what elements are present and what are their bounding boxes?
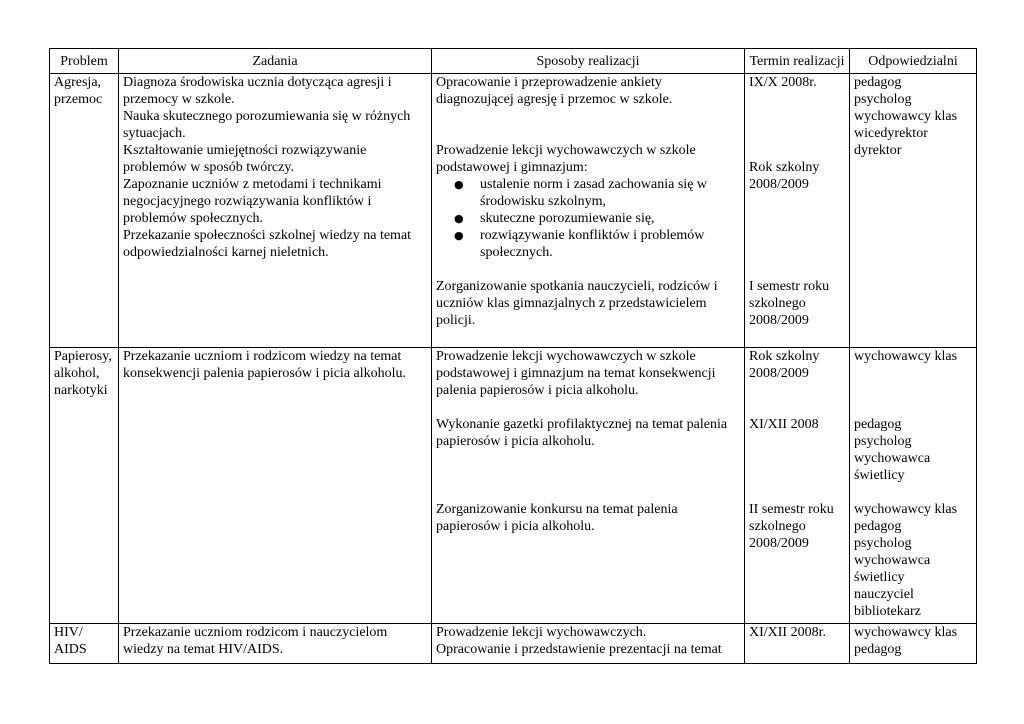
cell-odpowiedzialni: [850, 624, 977, 664]
cell-termin: [745, 74, 850, 348]
plan-table: [49, 48, 977, 664]
cell-problem: [50, 74, 119, 348]
cell-zadania: [119, 74, 432, 348]
zadania-text: Przekazanie uczniom i rodzicom wiedzy na temat konsekwencji palenia papierosów i picia alkoholu.: [123, 349, 407, 381]
list-item: ● rozwiązywanie konfliktów i problemów społecznych.: [480, 227, 740, 261]
cell-problem: [50, 348, 119, 624]
termin-text: II semestr roku szkolnego 2008/2009: [749, 502, 834, 551]
header-odpowiedzialni: Odpowiedzialni: [850, 49, 977, 74]
odpowiedzialni-text: pedagog psycholog wychowawca świetlicy: [854, 417, 931, 483]
cell-sposoby: [432, 348, 745, 624]
cell-termin: [745, 348, 850, 624]
header-problem: Problem: [50, 49, 119, 74]
termin-text: XI/XII 2008: [749, 417, 819, 432]
odpowiedzialni-text: pedagog psycholog wychowawcy klas wicedyrektor dyrektor: [854, 75, 958, 158]
sposoby-paragraph: Zorganizowanie spotkania nauczycieli, rodziców i uczniów klas gimnazjalnych z przedstawicielem policji.: [436, 279, 718, 328]
table-row: [50, 74, 977, 348]
termin-text: Rok szkolny 2008/2009: [749, 349, 820, 381]
cell-odpowiedzialni: [850, 348, 977, 624]
bullet-list: [436, 176, 740, 261]
sposoby-paragraph: Prowadzenie lekcji wychowawczych w szkole podstawowej i gimnazjum:: [436, 143, 696, 175]
sposoby-paragraph: Zorganizowanie konkursu na temat palenia papierosów i picia alkoholu.: [436, 502, 678, 534]
termin-text: Rok szkolny 2008/2009: [749, 160, 820, 192]
cell-odpowiedzialni: [850, 74, 977, 348]
cell-sposoby: [432, 74, 745, 348]
problem-text: Papierosy, alkohol, narkotyki: [54, 349, 112, 398]
odpowiedzialni-text: wychowawcy klas pedagog psycholog wychowawca świetlicy nauczyciel bibliotekarz: [854, 502, 958, 619]
cell-zadania: [119, 348, 432, 624]
problem-text: Agresja, przemoc: [54, 75, 103, 107]
header-sposoby: Sposoby realizacji: [432, 49, 745, 74]
sposoby-paragraph: Wykonanie gazetki profilaktycznej na temat palenia papierosów i picia alkoholu.: [436, 417, 728, 449]
odpowiedzialni-text: wychowawcy klas pedagog: [854, 625, 958, 657]
list-item: ● skuteczne porozumiewanie się,: [480, 210, 740, 227]
sposoby-paragraph: Prowadzenie lekcji wychowawczych. Opracowanie i przedstawienie prezentacji na temat: [436, 625, 722, 657]
cell-problem: [50, 624, 119, 664]
cell-termin: [745, 624, 850, 664]
list-item: ● ustalenie norm i zasad zachowania się w środowisku szkolnym,: [480, 176, 740, 210]
odpowiedzialni-text: wychowawcy klas: [854, 349, 958, 364]
cell-sposoby: [432, 624, 745, 664]
header-row: [50, 49, 977, 74]
sposoby-paragraph: Prowadzenie lekcji wychowawczych w szkole podstawowej i gimnazjum na temat konsekwencji palenia papierosów i picia alkoholu.: [436, 349, 716, 398]
cell-zadania: [119, 624, 432, 664]
termin-text: XI/XII 2008r.: [749, 625, 826, 640]
table-row: [50, 348, 977, 624]
zadania-text: Przekazanie uczniom rodzicom i nauczycielom wiedzy na temat HIV/AIDS.: [123, 625, 388, 657]
header-zadania: Zadania: [119, 49, 432, 74]
header-termin: Termin realizacji: [745, 49, 850, 74]
termin-text: I semestr roku szkolnego 2008/2009: [749, 279, 830, 328]
termin-text: IX/X 2008r.: [749, 75, 817, 90]
table-row: [50, 624, 977, 664]
zadania-text: Diagnoza środowiska ucznia dotycząca agresji i przemocy w szkole. Nauka skutecznego porozumiewania się w różnych sytuacjach. Kształtowanie umiejętności rozwiązywanie problemów w sposób twórczy. Zapoznanie uczniów z metodami i technikami negocjacyjnego rozwiązywania konfliktów i problemów społecznych. Przekazanie społeczności szkolnej wiedzy na temat odpowiedzialności karnej nieletnich.: [123, 75, 412, 260]
sposoby-paragraph: Opracowanie i przeprowadzenie ankiety diagnozującej agresję i przemoc w szkole.: [436, 75, 673, 107]
problem-text: HIV/ AIDS: [54, 625, 87, 657]
